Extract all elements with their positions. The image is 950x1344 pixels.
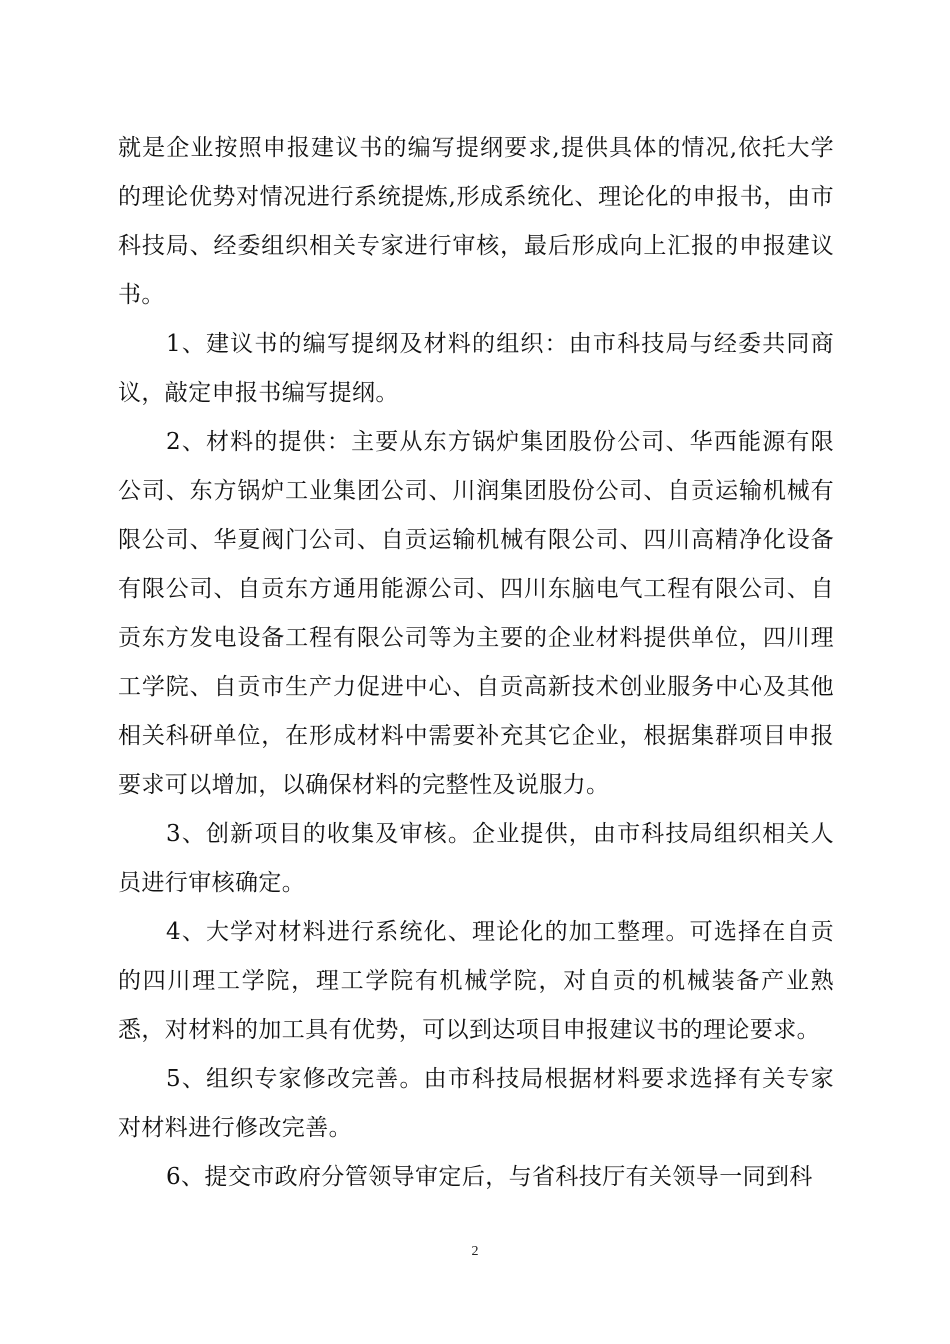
document-body (118, 124, 834, 1202)
paragraph-item-4: 4、大学对材料进行系统化、理论化的加工整理。可选择在自贡的四川理工学院，理工学院有机械学院，对自贡的机械装备产业熟悉，对材料的加工具有优势，可以到达项目申报建议书的理论要求。 (118, 919, 834, 1043)
page-number: 2 (471, 1244, 479, 1259)
paragraph-item-5: 5、组织专家修改完善。由市科技局根据材料要求选择有关专家对材料进行修改完善。 (118, 1066, 834, 1141)
paragraph-continuation: 就是企业按照申报建议书的编写提纲要求,提供具体的情况,依托大学的理论优势对情况进行系统提炼,形成系统化、理论化的申报书，由市科技局、经委组织相关专家进行审核，最后形成向上汇报的申报建议书。 (118, 135, 834, 308)
paragraph-item-1: 1、建议书的编写提纲及材料的组织：由市科技局与经委共同商议，敲定申报书编写提纲。 (118, 331, 834, 406)
paragraph-item-3: 3、创新项目的收集及审核。企业提供，由市科技局组织相关人员进行审核确定。 (118, 821, 834, 896)
paragraph-item-6: 6、提交市政府分管领导审定后，与省科技厅有关领导一同到科 (166, 1164, 813, 1190)
paragraph-item-2: 2、材料的提供：主要从东方锅炉集团股份公司、华西能源有限公司、东方锅炉工业集团公司、川润集团股份公司、自贡运输机械有限公司、华夏阀门公司、自贡运输机械有限公司、四川高精净化设备有限公司、自贡东方通用能源公司、四川东脑电气工程有限公司、自贡东方发电设备工程有限公司等为主要的企业材料提供单位，四川理工学院、自贡市生产力促进中心、自贡高新技术创业服务中心及其他相关科研单位，在形成材料中需要补充其它企业，根据集群项目申报要求可以增加，以确保材料的完整性及说服力。 (118, 429, 834, 798)
